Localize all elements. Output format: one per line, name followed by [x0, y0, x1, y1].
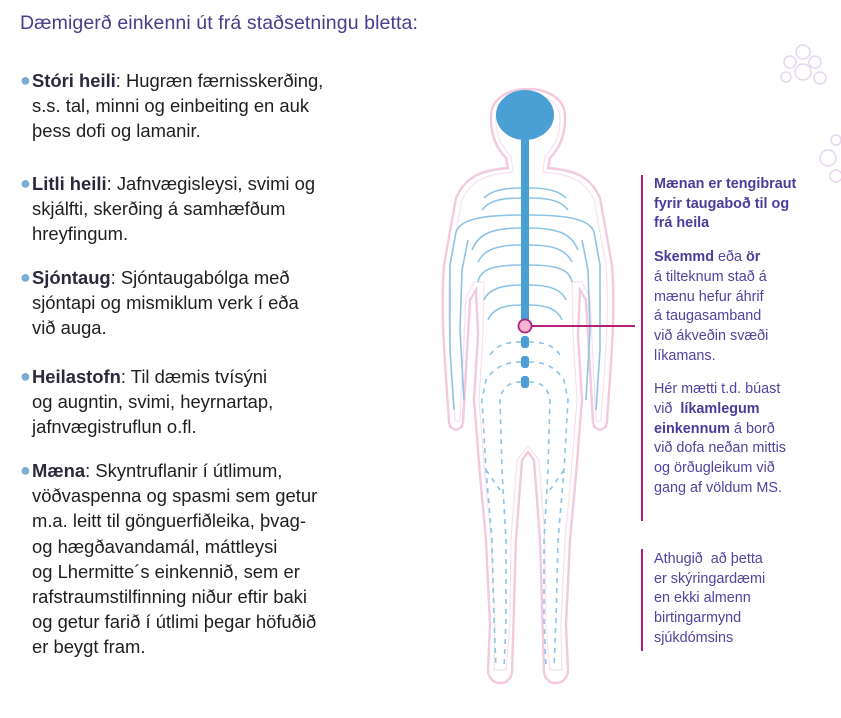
list-item-text: hreyfingum. — [32, 223, 129, 245]
body-diagram — [420, 70, 635, 692]
annotation-text: en ekki almenn — [654, 590, 751, 607]
list-item-text: sjóntapi og mismiklum verk í eða — [32, 292, 299, 314]
list-item-text: skjálfti, skerðing á samhæfðum — [32, 198, 286, 220]
list-item-text: m.a. leitt til gönguerfiðleika, þvag- — [32, 510, 306, 532]
annotation-text: á borð — [729, 420, 775, 437]
annotation-spinal — [654, 175, 841, 499]
annotation-bold: ör — [746, 249, 761, 266]
annotation-bar — [641, 175, 643, 521]
bullet-dot-icon: ● — [20, 366, 31, 386]
annotation-text: líkamans. — [654, 347, 716, 364]
list-item — [20, 265, 402, 341]
list-item-term: Heilastofn — [32, 366, 121, 387]
page-title: Dæmigerð einkenni út frá staðsetningu bletta: — [20, 12, 418, 34]
annotation-bold: líkamlegum — [680, 401, 760, 418]
list-item-text: : Sjóntaugabólga með — [110, 267, 290, 288]
annotation-text: á tilteknum stað á — [654, 268, 767, 285]
list-item-text: rafstraumstilfinning niður eftir baki — [32, 586, 307, 608]
list-item-text: við auga. — [32, 317, 107, 339]
list-item — [20, 171, 402, 247]
bullet-dot-icon: ● — [20, 70, 31, 90]
list-item-text: þess dofi og lamanir. — [32, 120, 201, 142]
list-item-term: Litli heili — [32, 173, 107, 194]
list-item-term: Sjóntaug — [32, 267, 111, 288]
list-item-text: : Skyntruflanir í útlimum, — [85, 460, 283, 481]
annotation-text: er skýringardæmi — [654, 570, 766, 587]
list-item-term: Mæna — [32, 460, 86, 481]
list-item-text: vöðvaspenna og spasmi sem getur — [32, 485, 318, 507]
annotation-text: sjúkdómsins — [654, 629, 734, 646]
annotation-text: Hér mætti t.d. búast — [654, 381, 781, 398]
list-item-text: : Til dæmis tvísýni — [120, 366, 268, 387]
spinal-cord-dashed — [521, 336, 529, 388]
annotation-heading: Mænan er tengibraut — [654, 176, 797, 192]
bullet-dot-icon: ● — [20, 267, 31, 287]
annotation-bar — [641, 549, 643, 651]
annotation-text: við ákveðin svæði — [654, 327, 769, 344]
annotation-heading: fyrir taugaboð til og — [654, 195, 790, 212]
annotation-bold: Skemmd — [654, 249, 714, 266]
annotation-disclaimer — [654, 550, 834, 649]
annotation-text: og örðugleikum við — [654, 460, 775, 477]
annotation-text: gang af völdum MS. — [654, 479, 782, 496]
lesion-marker — [519, 320, 532, 333]
list-item-text: : Jafnvægisleysi, svimi og — [106, 173, 316, 194]
annotation-text: birtingarmynd — [654, 610, 742, 627]
list-item — [20, 364, 402, 440]
list-item-text: og getur farið í útlimi þegar höfuðið — [32, 611, 317, 633]
list-item-term: Stóri heili — [32, 70, 116, 91]
annotation-text: mænu hefur áhrif — [654, 288, 764, 305]
annotation-text: við — [654, 401, 681, 418]
bullet-dot-icon: ● — [20, 460, 31, 480]
annotation-text: á taugasamband — [654, 308, 762, 325]
annotation-text: eða — [714, 249, 747, 266]
bullet-dot-icon: ● — [20, 173, 31, 193]
list-item — [20, 68, 402, 144]
list-item — [20, 458, 402, 660]
spinal-cord — [521, 132, 529, 328]
annotation-text: Athugið að þetta — [654, 551, 763, 567]
list-item-text: og hægðavandamál, máttleysi — [32, 535, 278, 557]
list-item-text: : Hugræn færnisskerðing, — [115, 70, 324, 91]
annotation-text: við dofa neðan mittis — [654, 440, 786, 457]
list-item-text: s.s. tal, minni og einbeiting en auk — [32, 95, 310, 117]
list-item-text: jafnvægistruflun o.fl. — [32, 416, 197, 438]
annotation-bold: einkennum — [654, 420, 730, 437]
list-item-text: og augntin, svimi, heyrnartap, — [32, 391, 274, 413]
list-item-text: er beygt fram. — [32, 636, 146, 658]
list-item-text: og Lhermitte´s einkennið, sem er — [32, 560, 300, 582]
annotation-heading: frá heila — [654, 215, 710, 232]
